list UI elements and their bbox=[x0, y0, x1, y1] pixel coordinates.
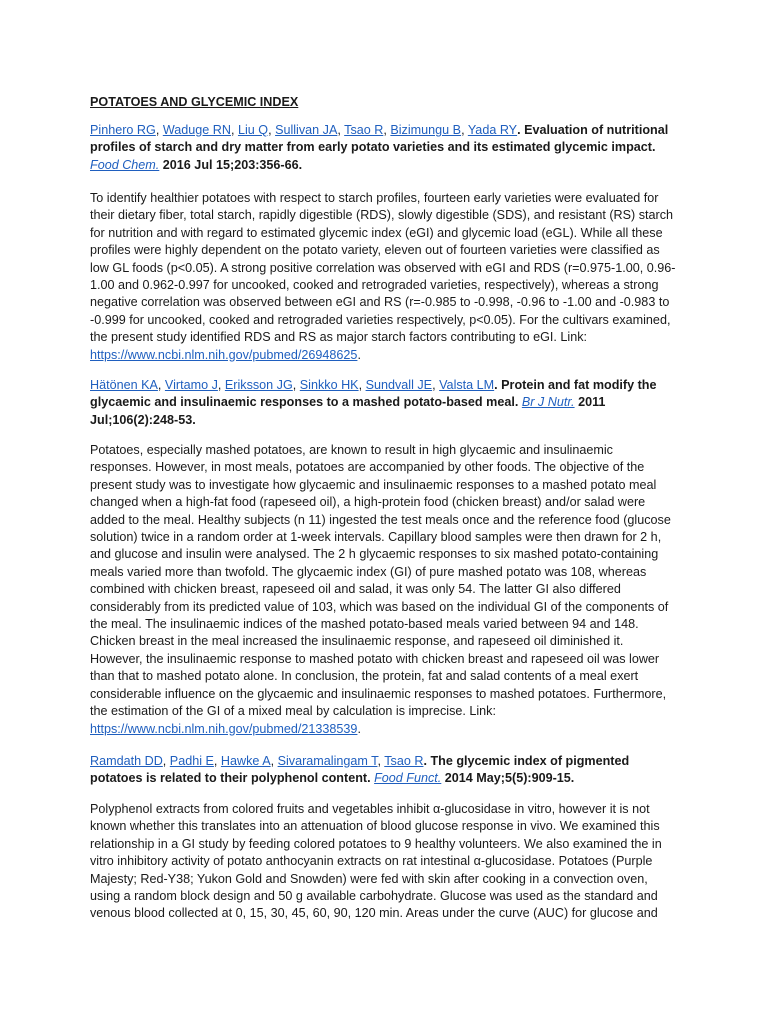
author-link[interactable]: Hawke A bbox=[220, 754, 271, 768]
citation-date: 2011 Jul;106(2):248-53. bbox=[90, 395, 606, 427]
author-link[interactable]: Valsta LM bbox=[439, 378, 495, 392]
author-link[interactable]: Bizimungu B bbox=[390, 123, 462, 137]
abstract-text: Polyphenol extracts from colored fruits and vegetables inhibit α-glucosidase in vitro, however it is not known whether this translates into an attenuation of blood glucose response in vivo. We examined this relationship in a GI study by feeding colored potatoes to 9 healthy volunteers. We also examined the in vitro inhibitory activity of potato anthocyanin extracts on rat intestinal α-glucosidase. Potatoes (Purple Majesty; Red-Y38; Yukon Gold and Snowden) were fed with skin after cooking in a convection oven, using a random block design and 50 g available carbohydrate. Glucose was used as the standard and venous blood collected at 0, 15, 30, 45, 60, 90, 120 min. Areas under the curve (AUC) for glucose and bbox=[90, 802, 662, 921]
citation-3: Ramdath DD, Padhi E, Hawke A, Sivaramalingam T, Tsao R. The glycemic index of pigmented potatoes is related to their polyphenol content. Food Funct. 2014 May;5(5):909-15. bbox=[90, 754, 630, 786]
journal-link[interactable]: Food Funct. bbox=[374, 771, 442, 786]
pubmed-link[interactable]: https://www.ncbi.nlm.nih.gov/pubmed/21338539 bbox=[90, 721, 358, 736]
abstract-text: To identify healthier potatoes with respect to starch profiles, fourteen early varieties were evaluated for their dietary fiber, total starch, rapidly digestible (RDS), slowly digestible (SDS), and resistant (RS) starch for nutrition and with regard to estimated glycemic index (eGI) and glycemic load (eGL). While all these profiles were highly dependent on the potato variety, eleven out of fourteen varieties were classified as low GL foods (p<0.05). A strong positive correlation was observed with eGI and RDS (r=0.975-1.00, 0.96-1.00 and 0.962-0.997 for uncooked, cooked and retrograded varieties, respectively), whereas a strong negative correlation was observed between eGI and RS (r=-0.985 to -0.998, -0.96 to -1.00 and -0.983 to -0.999 for uncooked, cooked and retrograded varieties respectively, p<0.05). For the cultivars examined, the present study identified RDS and RS as major starch factors contributing to eGI. Link: bbox=[90, 191, 676, 345]
author-link[interactable]: Sivaramalingam T bbox=[277, 754, 378, 768]
author-link[interactable]: Sundvall JE bbox=[365, 378, 433, 392]
citation-date: 2014 May;5(5):909-15. bbox=[444, 771, 575, 786]
citation-2: Hätönen KA, Virtamo J, Eriksson JG, Sinkko HK, Sundvall JE, Valsta LM. Protein and fat modify the glycaemic and insulinaemic responses to a mashed potato-based meal. Br J Nutr. 2011 Jul;106(2):248-53. bbox=[90, 378, 657, 427]
abstract-3 bbox=[90, 801, 678, 923]
abstract-1: To identify healthier potatoes with respect to starch profiles, fourteen early varieties were evaluated for their dietary fiber, total starch, rapidly digestible (RDS), slowly digestible (SDS), and resistant (RS) starch for nutrition and with regard to estimated glycemic index (eGI) and glycemic load (eGL). While all these profiles were highly dependent on the potato variety, eleven out of fourteen varieties were classified as low GL foods (p<0.05). A strong positive correlation was observed with eGI and RDS (r=0.975-1.00, 0.96-1.00 and 0.962-0.997 for uncooked, cooked and retrograded varieties, respectively), whereas a strong negative correlation was observed between eGI and RS (r=-0.985 to -0.998, -0.96 to -1.00 and -0.983 to -0.999 for uncooked, cooked and retrograded varieties respectively, p<0.05). For the cultivars examined, the present study identified RDS and RS as major starch factors contributing to eGI. Link: https://www.ncbi.nlm.nih.gov/pubmed/26948625. bbox=[90, 191, 676, 362]
author-link[interactable]: Tsao R bbox=[344, 123, 384, 137]
author-link[interactable]: Tsao R bbox=[384, 754, 424, 768]
pubmed-link[interactable]: https://www.ncbi.nlm.nih.gov/pubmed/26948625 bbox=[90, 347, 358, 362]
page-heading: POTATOES AND GLYCEMIC INDEX bbox=[90, 95, 299, 109]
journal-link[interactable]: Food Chem. bbox=[90, 157, 160, 172]
author-link[interactable]: Eriksson JG bbox=[224, 378, 293, 392]
citation-title: Evaluation of nutritional profiles of starch and dry matter from early potato varieties and its estimated glycemic impact. bbox=[90, 123, 669, 155]
author-link[interactable]: Liu Q bbox=[237, 123, 269, 137]
author-link[interactable]: Sinkko HK bbox=[299, 378, 359, 392]
author-link[interactable]: Yada RY bbox=[467, 123, 518, 137]
author-link[interactable]: Hätönen KA bbox=[90, 378, 158, 392]
author-link[interactable]: Sullivan JA bbox=[275, 123, 338, 137]
author-link[interactable]: Ramdath DD bbox=[90, 754, 163, 768]
abstract-text: Potatoes, especially mashed potatoes, are known to result in high glycaemic and insulinaemic responses. However, in most meals, potatoes are accompanied by other foods. The objective of the present study was to investigate how glycaemic and insulinaemic responses to a mashed potato meal changed when a high-fat food (rapeseed oil), a high-protein food (chicken breast) and/or salad were added to the meal. Healthy subjects (n 11) ingested the test meals once and the reference food (glucose solution) twice in a random order at 1-week intervals. Capillary blood samples were then drawn for 2 h, and glucose and insulin were analysed. The 2 h glycaemic responses to six mashed potato-containing meals varied more than twofold. The glycaemic index (GI) of pure mashed potato was 108, whereas combined with chicken breast, rapeseed oil and salad, it was only 54. The latter GI also differed considerably from its predicted value of 103, which was based on the individual GI of the components of the meal. The insulinaemic indices of the mashed potato-based meals varied between 94 and 148. Chicken breast in the meal increased the insulinaemic response, and rapeseed oil diminished it. However, the insulinaemic response to mashed potato with chicken breast and rapeseed oil was lower than that to mashed potato alone. In conclusion, the protein, fat and salad contents of a meal exert considerable influence on the glycaemic and insulinaemic responses to mashed potatoes. Furthermore, the estimation of the GI of a mixed meal by calculation is imprecise. Link: bbox=[90, 443, 671, 719]
author-link[interactable]: Waduge RN bbox=[162, 123, 231, 137]
journal-link[interactable]: Br J Nutr. bbox=[521, 395, 575, 410]
abstract-2: Potatoes, especially mashed potatoes, are known to result in high glycaemic and insulinaemic responses. However, in most meals, potatoes are accompanied by other foods. The objective of the present study was to investigate how glycaemic and insulinaemic responses to a mashed potato meal changed when a high-fat food (rapeseed oil), a high-protein food (chicken breast) and/or salad were added to the meal. Healthy subjects (n 11) ingested the test meals once and the reference food (glucose solution) twice in a random order at 1-week intervals. Capillary blood samples were then drawn for 2 h, and glucose and insulin were analysed. The 2 h glycaemic responses to six mashed potato-containing meals varied more than twofold. The glycaemic index (GI) of pure mashed potato was 108, whereas combined with chicken breast, rapeseed oil and salad, it was only 54. The latter GI also differed considerably from its predicted value of 103, which was based on the individual GI of the components of the meal. The insulinaemic indices of the mashed potato-based meals varied between 94 and 148. Chicken breast in the meal increased the insulinaemic response, and rapeseed oil diminished it. However, the insulinaemic response to mashed potato with chicken breast and rapeseed oil was lower than that to mashed potato alone. In conclusion, the protein, fat and salad contents of a meal exert considerable influence on the glycaemic and insulinaemic responses to mashed potatoes. Furthermore, the estimation of the GI of a mixed meal by calculation is imprecise. Link: https://www.ncbi.nlm.nih.gov/pubmed/21338539. bbox=[90, 443, 671, 736]
citation-title: Protein and fat modify the glycaemic and insulinaemic responses to a mashed potato-based meal. bbox=[90, 378, 657, 410]
author-link[interactable]: Pinhero RG bbox=[90, 123, 156, 137]
citation-1: Pinhero RG, Waduge RN, Liu Q, Sullivan JA, Tsao R, Bizimungu B, Yada RY. Evaluation of nutritional profiles of starch and dry matter from early potato varieties and its estimated glycemic impact. Food Chem. 2016 Jul 15;203:356-66. bbox=[90, 123, 669, 172]
author-link[interactable]: Virtamo J bbox=[164, 378, 218, 392]
author-link[interactable]: Padhi E bbox=[169, 754, 214, 768]
citation-date: 2016 Jul 15;203:356-66. bbox=[162, 157, 303, 172]
citation-title: The glycemic index of pigmented potatoes is related to their polyphenol content. bbox=[90, 754, 630, 786]
